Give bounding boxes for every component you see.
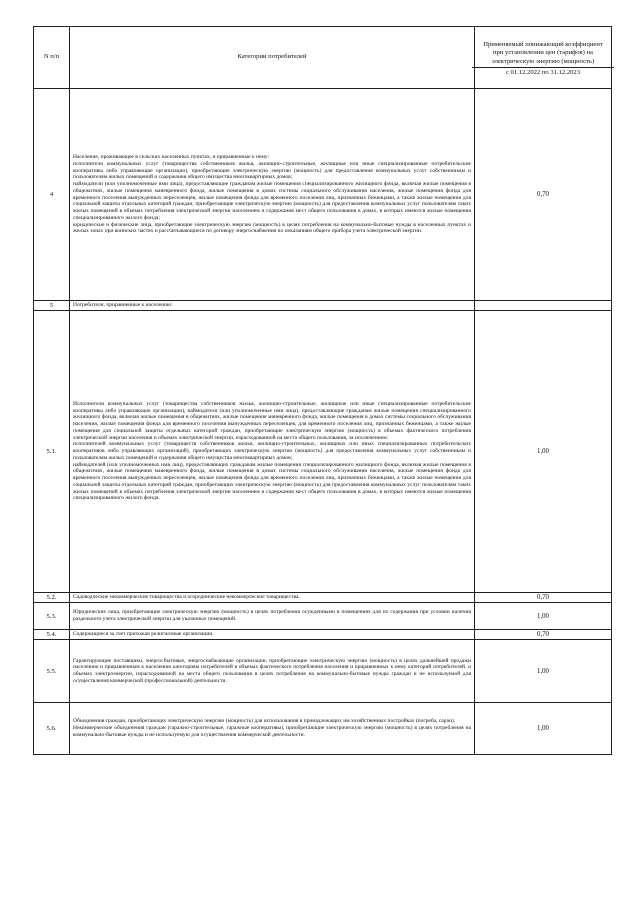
category-paragraph: Юридические лица, приобретающие электрическую энергию (мощность) в целях потребления осужденными в помещениях для их содержания при условии наличия раздельного учета электрической энергии для указанных помещений. xyxy=(73,609,471,622)
category-paragraph: исполнители коммунальных услуг (товарищества собственников жилья, жилищно-строительные, жилищные или иные специализированные потребительские кооперативы либо управляющие организации), приобретающие электрическую энергию (мощность) для предоставления коммунальных услуг собственникам и пользователям жилых помещений и содержания общего имущества многоквартирных домов; xyxy=(73,160,471,181)
category-paragraph: Гарантирующие поставщики, энергосбытовые, энергоснабжающие организации, приобретающие электрическую энергию (мощность) в целях дальнейшей продажи населению и приравненным к населению категориям потребителей в объемах фактического потребления населения и приравненных к нему категорий потребителей, и объемах электроэнергии, израсходованной на места общего пользования в целях потребления на коммунально-бытовые нужды граждан и не используемой для осуществления коммерческой (профессиональной) деятельности. xyxy=(73,657,471,684)
category-paragraph: наймодателей (или уполномоченных ими лиц), предоставляющих гражданам жилые помещения специализированного жилищного фонда, включая жилые помещения в общежитиях, жилые помещения маневренного фонда, жилые помещения в домах системы социального обслуживания населения, жилые помещения фонда для временного поселения вынужденных переселенцев, жилые помещения фонда для временного поселения лиц, признанных беженцами, а также жилые помещения для социальной защиты отдельных категорий граждан, приобретающих электрическую энергию (мощность) для предоставления коммунальных услуг пользователям таких жилых помещений в объемах потребления электрической энергии населением и содержания мест общего пользования в домах, в которых имеются жилые помещения специализированного жилого фонда. xyxy=(73,461,471,502)
row-number: 4 xyxy=(34,89,70,301)
row-number: 5.2. xyxy=(34,593,70,603)
table-row xyxy=(34,311,612,593)
table-row xyxy=(34,640,612,703)
row-coefficient-value: 0,70 xyxy=(475,89,612,301)
header-coefficient-label: Применяемый понижающий коэффициент при установлении цен (тарифов) на электрическую энергию (мощность) xyxy=(483,40,603,65)
table-row xyxy=(34,603,612,630)
category-paragraph: исполнителей коммунальных услуг (товариществ собственников жилья, жилищно-строительных, жилищных или иных специализированных потребительских кооперативов либо управляющих организаций), приобретающих электрическую энергию (мощность) для предоставления коммунальных услуг собственникам и пользователям жилых помещений и содержания общего имущества многоквартирных домов; xyxy=(73,441,471,461)
category-paragraph: наймодатели (или уполномоченные ими лица), предоставляющие гражданам жилые помещения специализированного жилищного фонда, включая жилые помещения в общежитиях, жилые помещения маневренного фонда, жилые помещения в домах системы социального обслуживания населения, жилые помещения фонда для временного поселения вынужденных переселенцев, жилые помещения фонда для временного поселения лиц, признанных беженцами, а также жилые помещения для социальной защиты отдельных категорий граждан, приобретающие электрическую энергию (мощность) для предоставления коммунальных услуг пользователям таких жилых помещений в объемах потребления электрической энергии населением и содержания мест общего пользования в домах, в которых имеются жилые помещения специализированного жилого фонда; xyxy=(73,181,471,221)
category-paragraph: Потребители, приравненные к населению: xyxy=(73,302,173,309)
row-number: 5.4. xyxy=(34,630,70,640)
row-coefficient-value xyxy=(475,301,612,311)
row-number: 5.3. xyxy=(34,603,70,630)
row-number: 5.6. xyxy=(34,703,70,755)
row-coefficient-value: 0,70 xyxy=(475,630,612,640)
row-number: 5 xyxy=(34,301,70,311)
row-category-text xyxy=(70,630,475,640)
row-coefficient-value: 1,00 xyxy=(475,640,612,703)
row-category-text xyxy=(70,603,475,630)
header-period: с 01.12.2022 по 31.12.2023 xyxy=(472,67,614,77)
category-paragraph: Объединения граждан, приобретающих электрическую энергию (мощность) для использования в принадлежащих им хозяйственных постройках (погреба, сараи). xyxy=(73,718,456,725)
row-coefficient-value: 1,00 xyxy=(475,311,612,593)
row-number: 5.5. xyxy=(34,640,70,703)
row-category-text xyxy=(70,593,475,603)
table-row xyxy=(34,89,612,301)
category-paragraph: Садоводческие некоммерческие товарищества и огороднические некоммерческие товарищества. xyxy=(73,594,300,601)
category-paragraph: Содержащиеся за счет прихожан религиозные организации. xyxy=(73,631,214,638)
row-category-text xyxy=(70,301,475,311)
row-category-text xyxy=(70,311,475,593)
row-category-text xyxy=(70,703,475,755)
row-coefficient-value: 0,70 xyxy=(475,593,612,603)
table-row xyxy=(34,630,612,640)
tariff-table xyxy=(33,26,612,755)
category-paragraph: юридические и физические лица, приобретающие электрическую энергию (мощность) в целях потребления на коммунально-бытовые нужды в населенных пунктах и жилых зонах при воинских частях и рассчитывающиеся по договору энергоснабжения по показаниям общего прибора учета электрической энергии. xyxy=(73,221,471,235)
row-coefficient-value: 1,00 xyxy=(475,703,612,755)
header-num: N п/п xyxy=(34,27,70,89)
row-coefficient-value: 1,00 xyxy=(475,603,612,630)
category-paragraph: Некоммерческие объединения граждан (гаражно-строительные, гаражные кооперативы), приобретающие электрическую энергию (мощность) в целях потребления на коммунально-бытовые нужды и не используемую для осуществления коммерческой деятельности. xyxy=(73,725,471,738)
table-row xyxy=(34,301,612,311)
row-category-text xyxy=(70,89,475,301)
table-row xyxy=(34,703,612,755)
table-row xyxy=(34,593,612,603)
header-coefficient xyxy=(475,27,612,89)
table-header-row xyxy=(34,27,612,89)
row-category-text xyxy=(70,640,475,703)
category-paragraph: Исполнители коммунальных услуг (товарищества собственников жилья, жилищно-строительные, жилищные или иные специализированные потребительские кооперативы либо управляющие организации), наймодатели (или уполномоченные ими лица), предоставляющие гражданам жилые помещения специализированного жилищного фонда, включая жилые помещения в общежитиях, жилые помещения маневренного фонда, жилые помещения в домах системы социального обслуживания населения, жилые помещения фонда для временного поселения вынужденных переселенцев, для временного поселения лиц, признанных беженцами, а также жилые помещения для социальной защиты отдельных категорий граждан, приобретающие электрическую энергию (мощность) в объемах фактического потребления электрической энергии населения и объемах электрической энергии, израсходованной на места общего пользования, за исключением: xyxy=(73,400,471,441)
category-paragraph: Население, проживающее в сельских населенных пунктах, и приравненные к нему: xyxy=(73,154,270,160)
header-category: Категории потребителей xyxy=(70,27,475,89)
row-number: 5.1. xyxy=(34,311,70,593)
